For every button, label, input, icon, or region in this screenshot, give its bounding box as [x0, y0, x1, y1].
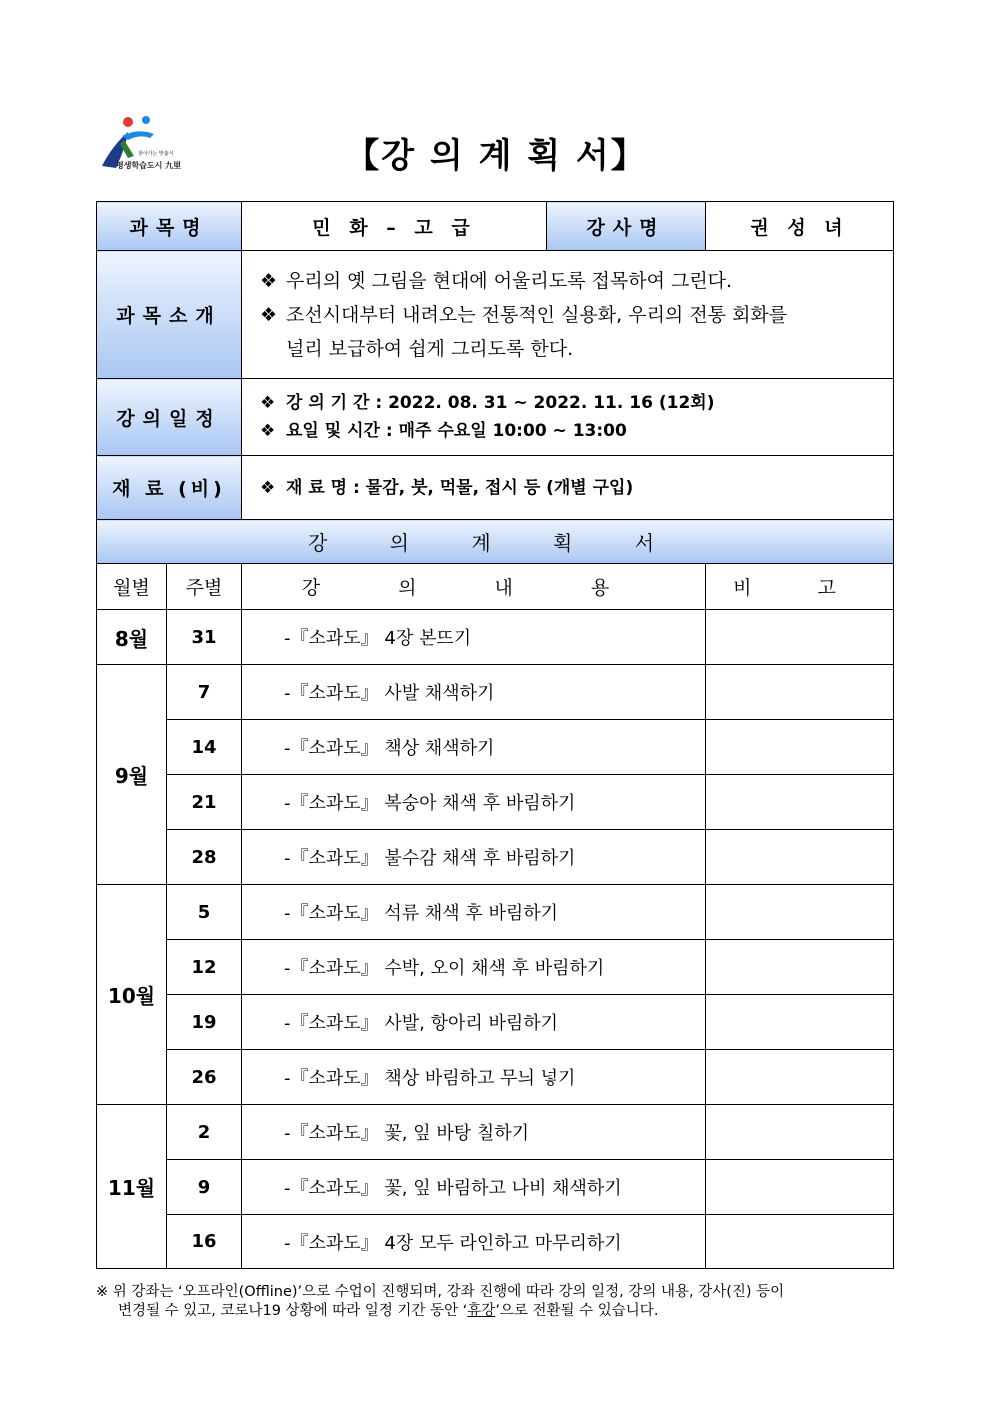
table-row: [97, 1050, 894, 1105]
content-cell: -『소과도』 불수감 채색 후 바림하기: [242, 830, 706, 885]
intro-line: 널리 보급하여 쉽게 그리도록 한다.: [286, 337, 574, 360]
schedule-label: 강의일정: [97, 379, 242, 456]
col-content-header: 강 의 내 용: [242, 564, 706, 610]
content-cell: -『소과도』 꽃, 잎 바탕 칠하기: [242, 1105, 706, 1160]
material-text: ❖ 재 료 명 : 물감, 붓, 먹물, 접시 등 (개별 구입): [242, 456, 894, 520]
table-row: [97, 665, 894, 720]
week-cell: 7: [167, 665, 242, 720]
content-cell: -『소과도』 석류 채색 후 바림하기: [242, 885, 706, 940]
table-row: [97, 995, 894, 1050]
schedule-line: ❖ 요일 및 시간 : 매주 수요일 10:00 ~ 13:00: [260, 417, 893, 445]
col-month-header: 월별: [97, 564, 167, 610]
content-cell: -『소과도』 사발 채색하기: [242, 665, 706, 720]
month-cell: 10월: [97, 885, 167, 1105]
content-cell: -『소과도』 책상 바림하고 무늬 넣기: [242, 1050, 706, 1105]
reference-mark-icon: ※: [96, 1284, 109, 1300]
week-cell: 12: [167, 940, 242, 995]
note-cell: [706, 830, 894, 885]
teacher-label: 강사명: [547, 202, 706, 251]
schedule-text: [242, 379, 894, 456]
closure-term: 휴강: [467, 1303, 496, 1319]
table-row: [97, 830, 894, 885]
logo-tagline: 찾아가는 맞춤식: [138, 151, 174, 157]
material-label: 재 료 (비): [97, 456, 242, 520]
table-row: [97, 775, 894, 830]
plan-table: [96, 201, 894, 1269]
note-cell: [706, 1160, 894, 1215]
note-cell: [706, 885, 894, 940]
week-cell: 16: [167, 1215, 242, 1269]
week-cell: 5: [167, 885, 242, 940]
content-cell: -『소과도』 꽃, 잎 바림하고 나비 채색하기: [242, 1160, 706, 1215]
footnote-line-2: 변경될 수 있고, 코로나19 상황에 따라 일정 기간 동안 ‘휴강’으로 전환될 수 있습니다.: [118, 1303, 659, 1319]
week-cell: 26: [167, 1050, 242, 1105]
note-cell: [706, 1215, 894, 1269]
intro-line: ❖ 조선시대부터 내려오는 전통적인 실용화, 우리의 전통 회화를: [260, 298, 893, 332]
content-cell: -『소과도』 책상 채색하기: [242, 720, 706, 775]
month-cell: 8월: [97, 610, 167, 665]
subject-label: 과목명: [97, 202, 242, 251]
intro-label: 과목소개: [97, 251, 242, 379]
note-cell: [706, 1105, 894, 1160]
table-row: [97, 610, 894, 665]
table-row: [97, 885, 894, 940]
content-cell: -『소과도』 4장 본뜨기: [242, 610, 706, 665]
note-cell: [706, 720, 894, 775]
table-row: [97, 1105, 894, 1160]
table-row: [97, 1160, 894, 1215]
diamond-bullet-icon: ❖: [260, 269, 278, 292]
intro-text: [242, 251, 894, 379]
diamond-bullet-icon: ❖: [260, 477, 276, 498]
note-cell: [706, 610, 894, 665]
week-cell: 9: [167, 1160, 242, 1215]
note-cell: [706, 940, 894, 995]
subject-value: 민 화 – 고 급: [242, 202, 547, 251]
week-cell: 28: [167, 830, 242, 885]
diamond-bullet-icon: ❖: [260, 303, 278, 326]
col-week-header: 주별: [167, 564, 242, 610]
diamond-bullet-icon: ❖: [260, 421, 276, 441]
footnote-line-1: ※ 위 강좌는 ‘오프라인(Offline)’으로 수업이 진행되며, 강좌 진행에 따라 강의 일정, 강의 내용, 강사(진) 등이: [96, 1284, 785, 1300]
month-cell: 9월: [97, 665, 167, 885]
plan-section-title: 강 의 계 획 서: [97, 520, 894, 564]
teacher-value: 권 성 녀: [706, 202, 894, 251]
note-cell: [706, 995, 894, 1050]
footnote: [96, 1283, 896, 1321]
month-cell: 11월: [97, 1105, 167, 1269]
diamond-bullet-icon: ❖: [260, 393, 276, 413]
table-row: [97, 940, 894, 995]
week-cell: 19: [167, 995, 242, 1050]
logo-name: 평생학습도시 九里: [116, 161, 182, 170]
content-cell: -『소과도』 4장 모두 라인하고 마무리하기: [242, 1215, 706, 1269]
week-cell: 21: [167, 775, 242, 830]
note-cell: [706, 775, 894, 830]
content-cell: -『소과도』 복숭아 채색 후 바림하기: [242, 775, 706, 830]
week-cell: 31: [167, 610, 242, 665]
week-cell: 2: [167, 1105, 242, 1160]
table-row: [97, 1215, 894, 1269]
col-note-header: 비 고: [706, 564, 894, 610]
content-cell: -『소과도』 수박, 오이 채색 후 바림하기: [242, 940, 706, 995]
schedule-line: ❖ 강 의 기 간 : 2022. 08. 31 ~ 2022. 11. 16 (12회): [260, 389, 893, 417]
table-row: [97, 720, 894, 775]
content-cell: -『소과도』 사발, 항아리 바림하기: [242, 995, 706, 1050]
note-cell: [706, 665, 894, 720]
page-title: 【강 의 계 획 서】: [345, 136, 647, 176]
note-cell: [706, 1050, 894, 1105]
intro-line: ❖ 우리의 옛 그림을 현대에 어울리도록 접목하여 그린다.: [260, 264, 893, 298]
week-cell: 14: [167, 720, 242, 775]
